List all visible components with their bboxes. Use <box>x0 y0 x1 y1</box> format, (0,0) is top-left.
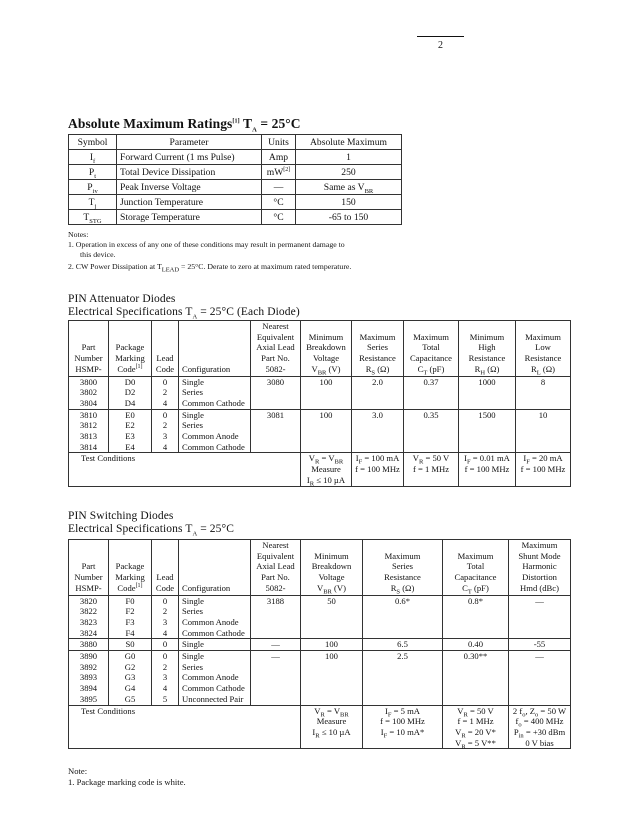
footer-note-text: 1. Package marking code is white. <box>68 777 186 787</box>
vbr-cell: 100 <box>301 376 352 409</box>
abs-max-notes <box>68 230 428 272</box>
rs-cell: 2.0 <box>352 376 404 409</box>
rl-cell: 10 <box>516 409 571 453</box>
note-1-cont: this device. <box>80 250 116 259</box>
col-header-total-capacitance: Maximum Total Capacitance $C_T$ (pF) <box>443 540 509 596</box>
col-header-series-resistance: Maximum Series Resistance $R_S$ (Ω) <box>363 540 443 596</box>
units-cell: mW[2] <box>262 165 296 180</box>
value-cell: 250 <box>296 165 402 180</box>
hmd-cell: — <box>509 595 571 639</box>
configuration-cell: Single Series Common Anode Common Cathode <box>179 595 251 639</box>
col-header-part-number: Part Number HSMP- <box>69 540 109 596</box>
table-row <box>69 376 571 409</box>
ct-cell: 0.37 <box>404 376 459 409</box>
tc-ct-cell: $V_R = 50$ V f = 1 MHz $V_R = 20$ V* $V_R = 5$ V** <box>443 705 509 749</box>
ct-cell: 0.8* <box>443 595 509 639</box>
rs-cell: 3.0 <box>352 409 404 453</box>
note-2: 2. CW Power Dissipation at $T_{LEAD} = 25^\circ C$. Derate to zero at maximum rated temperature. <box>68 262 352 274</box>
lead-code-cell: 0 2 3 4 <box>152 595 179 639</box>
table-row <box>69 595 571 639</box>
col-header-total-capacitance: Maximum Total Capacitance $C_T$ (pF) <box>404 321 459 377</box>
attenuator-spec-table <box>68 320 571 487</box>
lead-code-cell: 0 2 3 4 <box>152 409 179 453</box>
vbr-cell: 100 <box>301 409 352 453</box>
units-cell: °C <box>262 195 296 210</box>
footer-note <box>68 766 186 788</box>
attenuator-header-row <box>69 321 571 377</box>
table-row <box>69 210 402 225</box>
test-conditions-row <box>69 453 571 486</box>
page-number: 2 <box>438 40 443 51</box>
part-number-cell: 3820 3822 3823 3824 <box>69 595 109 639</box>
vbr-cell: 50 <box>301 595 363 639</box>
parameter-cell: Peak Inverse Voltage <box>117 180 262 195</box>
col-header-high-resistance: Minimum High Resistance $R_H$ (Ω) <box>459 321 516 377</box>
abs-max-title: Absolute Maximum Ratings[1] $T_A = 25^\circ C$ <box>68 116 301 134</box>
units-cell: — <box>262 180 296 195</box>
marking-code-cell: D0 D2 D4 <box>109 376 152 409</box>
ct-cell: 0.40 <box>443 639 509 651</box>
page-number-rule <box>417 36 464 37</box>
value-cell: Same as $V_{BR}$ <box>296 180 402 195</box>
col-header-units: Units <box>262 135 296 150</box>
table-row <box>69 195 402 210</box>
col-header-parameter: Parameter <box>117 135 262 150</box>
parameter-cell: Total Device Dissipation <box>117 165 262 180</box>
tc-vbr-cell: $V_R = V_{BR}$ Measure $I_R \le 10$ µA <box>301 705 363 749</box>
table-row <box>69 409 571 453</box>
units-cell: °C <box>262 210 296 225</box>
notes-label: Notes: <box>68 230 89 239</box>
col-header-symbol: Symbol <box>69 135 117 150</box>
note-1: 1. Operation in excess of any one of these conditions may result in permanent damage to <box>68 240 345 249</box>
switching-title: PIN Switching Diodes Electrical Specifications $T_A = 25^\circ C$ <box>68 510 234 538</box>
col-header-package-marking: Package Marking Code[1] <box>109 321 152 377</box>
rs-cell: 0.6* <box>363 595 443 639</box>
configuration-cell: Single Series Common Anode Common Cathode <box>179 409 251 453</box>
parameter-cell: Storage Temperature <box>117 210 262 225</box>
col-header-breakdown-voltage: Minimum Breakdown Voltage $V_{BR}$ (V) <box>301 540 363 596</box>
part-number-cell: 3810 3812 3813 3814 <box>69 409 109 453</box>
test-conditions-label: Test Conditions <box>69 705 301 749</box>
value-cell: -65 to 150 <box>296 210 402 225</box>
lead-code-cell: 0 2 3 4 5 <box>152 651 179 706</box>
abs-max-table <box>68 134 402 225</box>
axial-part-cell: 3080 <box>251 376 301 409</box>
ct-cell: 0.35 <box>404 409 459 453</box>
value-cell: 150 <box>296 195 402 210</box>
tc-ct-cell: $V_R = 50$ V f = 1 MHz <box>404 453 459 486</box>
symbol-cell: $T_j$ <box>69 195 117 210</box>
col-header-part-number: Part Number HSMP- <box>69 321 109 377</box>
col-header-configuration: Configuration <box>179 321 251 377</box>
test-conditions-row <box>69 705 571 749</box>
symbol-cell: $T_{STG}$ <box>69 210 117 225</box>
switching-header-row <box>69 540 571 596</box>
part-number-cell: 3800 3802 3804 <box>69 376 109 409</box>
axial-part-cell: 3188 <box>251 595 301 639</box>
lead-code-cell: 0 2 4 <box>152 376 179 409</box>
hmd-cell: -55 <box>509 639 571 651</box>
axial-part-cell: — <box>251 639 301 651</box>
table-row <box>69 150 402 165</box>
col-header-absolute-maximum: Absolute Maximum <box>296 135 402 150</box>
tc-rs-cell: $I_F = 5$ mA f = 100 MHz $I_F = 10$ mA* <box>363 705 443 749</box>
table-row <box>69 180 402 195</box>
rh-cell: 1000 <box>459 376 516 409</box>
col-header-low-resistance: Maximum Low Resistance $R_L$ (Ω) <box>516 321 571 377</box>
col-header-lead-code: Lead Code <box>152 540 179 596</box>
configuration-cell: Single Series Common Cathode <box>179 376 251 409</box>
switching-spec-table <box>68 539 571 749</box>
tc-rl-cell: $I_F = 20$ mA f = 100 MHz <box>516 453 571 486</box>
col-header-series-resistance: Maximum Series Resistance $R_S$ (Ω) <box>352 321 404 377</box>
units-cell: Amp <box>262 150 296 165</box>
marking-code-cell: F0 F2 F3 F4 <box>109 595 152 639</box>
col-header-configuration: Configuration <box>179 540 251 596</box>
rs-cell: 2.5 <box>363 651 443 706</box>
symbol-cell: $P_{iv}$ <box>69 180 117 195</box>
rs-cell: 6.5 <box>363 639 443 651</box>
col-header-axial-lead: Nearest Equivalent Axial Lead Part No. 5082- <box>251 540 301 596</box>
symbol-cell: $I_f$ <box>69 150 117 165</box>
ct-cell: 0.30** <box>443 651 509 706</box>
tc-vbr-cell: $V_R = V_{BR}$ Measure $I_R \le 10$ µA <box>301 453 352 486</box>
tc-hmd-cell: 2 $f_o$, $Z_o = 50$ W $f_o = 400$ MHz $P_{in} = +30$ dBm 0 V bias <box>509 705 571 749</box>
abs-max-header-row <box>69 135 402 150</box>
col-header-harmonic-distortion: Maximum Shunt Mode Harmonic Distortion Hmd (dBc) <box>509 540 571 596</box>
table-row <box>69 165 402 180</box>
footer-note-label: Note: <box>68 766 88 776</box>
part-number-cell: 3880 <box>69 639 109 651</box>
col-header-package-marking: Package Marking Code[1] <box>109 540 152 596</box>
col-header-lead-code: Lead Code <box>152 321 179 377</box>
axial-part-cell: 3081 <box>251 409 301 453</box>
configuration-cell: Single <box>179 639 251 651</box>
axial-part-cell: — <box>251 651 301 706</box>
marking-code-cell: S0 <box>109 639 152 651</box>
table-row <box>69 639 571 651</box>
col-header-axial-lead: Nearest Equivalent Axial Lead Part No. 5082- <box>251 321 301 377</box>
value-cell: 1 <box>296 150 402 165</box>
tc-rs-cell: $I_F = 100$ mA f = 100 MHz <box>352 453 404 486</box>
lead-code-cell: 0 <box>152 639 179 651</box>
parameter-cell: Junction Temperature <box>117 195 262 210</box>
test-conditions-label: Test Conditions <box>69 453 301 486</box>
marking-code-cell: E0 E2 E3 E4 <box>109 409 152 453</box>
parameter-cell: Forward Current (1 ms Pulse) <box>117 150 262 165</box>
attenuator-title: PIN Attenuator Diodes Electrical Specifications $T_A = 25^\circ C$ (Each Diode) <box>68 293 300 321</box>
vbr-cell: 100 <box>301 639 363 651</box>
rl-cell: 8 <box>516 376 571 409</box>
part-number-cell: 3890 3892 3893 3894 3895 <box>69 651 109 706</box>
marking-code-cell: G0 G2 G3 G4 G5 <box>109 651 152 706</box>
rh-cell: 1500 <box>459 409 516 453</box>
symbol-cell: $P_t$ <box>69 165 117 180</box>
hmd-cell: — <box>509 651 571 706</box>
table-row <box>69 651 571 706</box>
tc-rh-cell: $I_F = 0.01$ mA f = 100 MHz <box>459 453 516 486</box>
configuration-cell: Single Series Common Anode Common Cathode Unconnected Pair <box>179 651 251 706</box>
col-header-breakdown-voltage: Minimum Breakdown Voltage $V_{BR}$ (V) <box>301 321 352 377</box>
vbr-cell: 100 <box>301 651 363 706</box>
